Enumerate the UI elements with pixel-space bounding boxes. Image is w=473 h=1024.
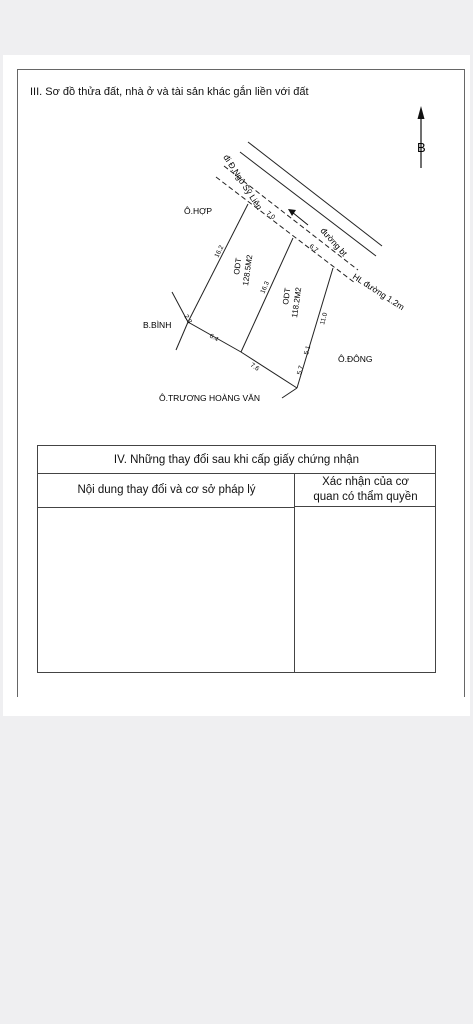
parcel-2-code: ODT: [281, 287, 293, 306]
site-plan: [0, 0, 473, 440]
north-arrow-icon: [418, 106, 425, 168]
neighbor-north-west: Ô.HỢP: [184, 206, 213, 216]
changes-table-title: IV. Những thay đổi sau khi cấp giấy chứng nhận: [38, 446, 435, 474]
road-type-label: đường bt: [318, 225, 350, 259]
road-direction-arrow-icon: [288, 209, 308, 225]
dim-back-left-small: 2.3: [182, 313, 193, 325]
parcel-1-code: ODT: [232, 257, 244, 276]
road-name-label: đi Đ.Ngô Sỹ Liên: [221, 152, 265, 212]
dim-front-left: 7.0: [264, 210, 277, 222]
dim-back-right: 7.6: [248, 361, 261, 373]
parcel-1-area: 128.5M2: [241, 254, 255, 287]
section-3-heading: III. Sơ đồ thửa đất, nhà ở và tài sản khác gắn liền với đất: [30, 86, 309, 98]
neighbor-west: B.BÌNH: [143, 320, 172, 330]
column-header-confirmation-line1: Xác nhận của cơ: [322, 476, 409, 488]
road-corridor-label: HL đường 1.2m: [350, 271, 407, 313]
column-header-confirmation-line2: quan có thẩm quyền: [313, 491, 418, 503]
dim-front-right: 6.7: [307, 243, 320, 255]
column-header-confirmation: [295, 474, 436, 507]
dim-right-side-low: 5.7: [296, 364, 306, 376]
dim-middle-side: 16.3: [259, 280, 271, 295]
dim-left-side: 16.2: [213, 244, 226, 259]
north-label: B: [417, 140, 426, 155]
column-divider: [294, 474, 295, 673]
dim-back-left: 6.4: [208, 332, 220, 344]
neighbor-east: Ô.ĐÔNG: [338, 354, 373, 364]
column-header-content: Nội dung thay đổi và cơ sở pháp lý: [38, 474, 295, 508]
dim-right-side-upper: 11.0: [319, 311, 330, 326]
parcel-2-area: 118.2M2: [290, 286, 304, 319]
neighbor-south: Ô.TRƯƠNG HOÀNG VĂN: [159, 393, 260, 403]
changes-table: [37, 445, 436, 673]
dim-right-side-mid: 5.1: [303, 344, 313, 356]
